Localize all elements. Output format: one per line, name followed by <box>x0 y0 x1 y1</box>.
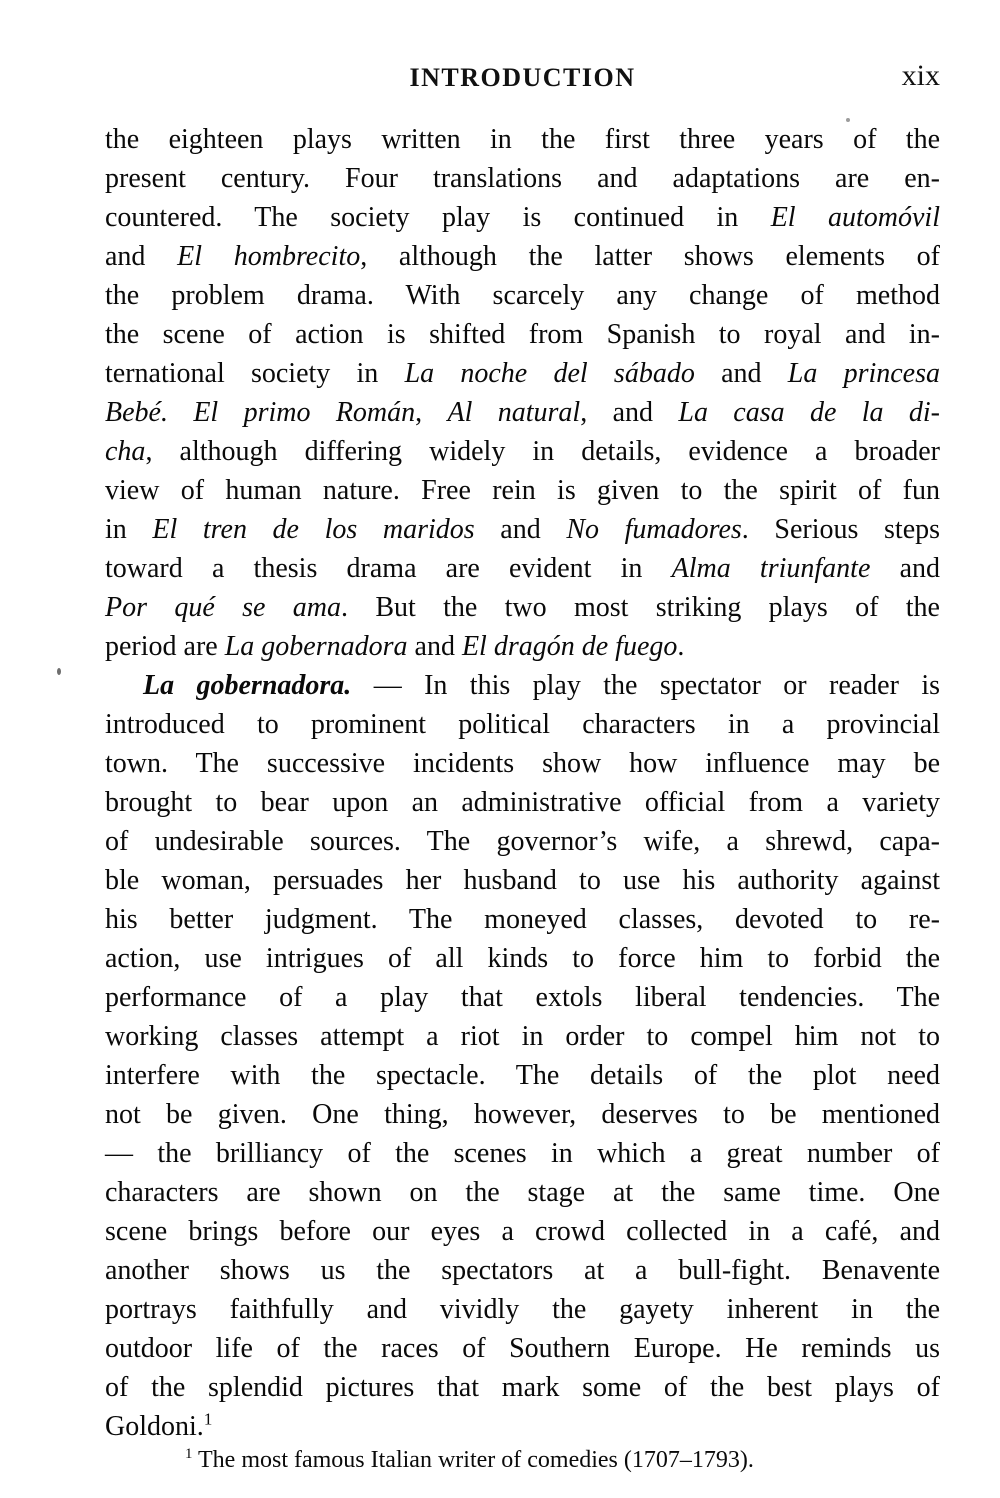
text-line: of the splendid pictures that mark some of the best plays of <box>105 1372 940 1403</box>
text-line: Bebé. El primo Román, Al natural, and La casa de la di- <box>105 397 941 428</box>
text-line: brought to bear upon an administrative official from a variety <box>105 787 940 818</box>
text-line: performance of a play that extols liberal tendencies. The <box>105 982 940 1013</box>
text-line: working classes attempt a riot in order to compel him not to <box>105 1021 940 1052</box>
text-line: town. The successive incidents show how influence may be <box>105 748 940 779</box>
footnote-text: The most famous Italian writer of comedies (1707–1793). <box>192 1447 754 1473</box>
text-line: period are La gobernadora and El dragón de fuego. <box>105 631 685 662</box>
text-line: toward a thesis drama are evident in Alma triunfante and <box>105 553 941 584</box>
text-line: present century. Four translations and adaptations are en- <box>105 163 940 194</box>
text-line: the scene of action is shifted from Spanish to royal and in- <box>105 319 940 350</box>
text-line: the eighteen plays written in the first three years of the <box>105 124 940 155</box>
scan-speck <box>846 118 850 122</box>
text-line: not be given. One thing, however, deserves to be mentioned <box>105 1099 940 1130</box>
text-line: of undesirable sources. The governor’s wife, a shrewd, capa- <box>105 826 940 857</box>
text-line: characters are shown on the stage at the same time. One <box>105 1177 940 1208</box>
text-line: in El tren de los maridos and No fumadores. Serious steps <box>105 514 941 545</box>
text-line: countered. The society play is continued in El automóvil <box>105 202 940 233</box>
scan-speck <box>57 668 61 675</box>
text-line: ble woman, persuades her husband to use his authority against <box>105 865 940 896</box>
running-head <box>105 59 940 103</box>
text-line: scene brings before our eyes a crowd collected in a café, and <box>105 1216 940 1247</box>
text-line: another shows us the spectators at a bull-fight. Benavente <box>105 1255 940 1286</box>
text-line: Por qué se ama. But the two most striking plays of the <box>105 592 940 623</box>
text-line: outdoor life of the races of Southern Europe. He reminds us <box>105 1333 940 1364</box>
text-line: portrays faithfully and vividly the gayety inherent in the <box>105 1294 940 1325</box>
text-line: cha, although differing widely in details, evidence a broader <box>105 436 940 467</box>
text-line: view of human nature. Free rein is given to the spirit of fun <box>105 475 940 506</box>
text-line: La gobernadora. — In this play the spectator or reader is <box>143 670 940 701</box>
text-line: and El hombrecito, although the latter shows elements of <box>105 241 940 272</box>
text-line: action, use intrigues of all kinds to force him to forbid the <box>105 943 940 974</box>
text-line: interfere with the spectacle. The details of the plot need <box>105 1060 940 1091</box>
text-line: — the brilliancy of the scenes in which a great number of <box>105 1138 940 1169</box>
text-line: ternational society in La noche del sábado and La princesa <box>105 358 940 389</box>
footnote <box>185 1444 940 1476</box>
body-text <box>105 120 940 1446</box>
footnote-marker: 1 <box>185 1446 193 1462</box>
page-title: INTRODUCTION <box>409 63 636 92</box>
text-line: his better judgment. The moneyed classes, devoted to re- <box>105 904 940 935</box>
text-line: the problem drama. With scarcely any change of method <box>105 280 940 311</box>
text-line: introduced to prominent political characters in a provincial <box>105 709 940 740</box>
text-line: Goldoni.$^1$ <box>105 1409 213 1442</box>
page-number: xix <box>901 59 940 92</box>
